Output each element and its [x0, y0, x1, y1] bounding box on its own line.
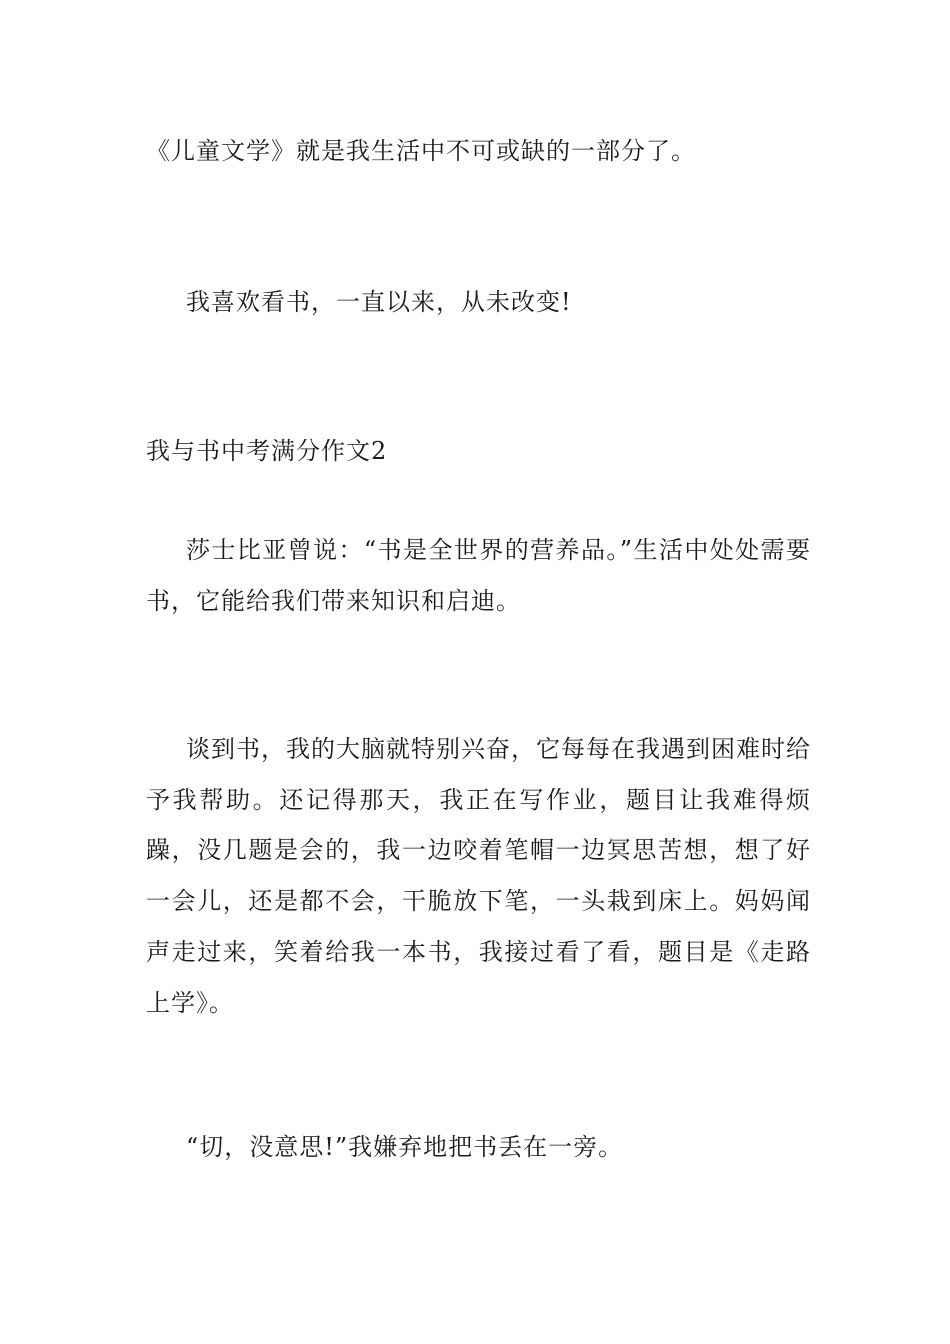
paragraph-3: “切，没意思!”我嫌弃地把书丢在一旁。: [186, 1133, 624, 1161]
paragraph-2: 谈到书，我的大脑就特别兴奋，它每每在我遇到困难时给予我帮助。还记得那天，我正在写作业，题目让我难得烦躁，没几题是会的，我一边咬着笔帽一边冥思苦想，想了好一会儿，还是都不会，干脆放下笔，一头栽到床上。妈妈闻声走过来，笑着给我一本书，我接过看了看，题目是《走路上学》。: [146, 735, 811, 1017]
text-line-1: 《儿童文学》就是我生活中不可或缺的一部分了。: [146, 137, 696, 165]
paragraph-1: 莎士比亚曾说：“书是全世界的营养品。”生活中处处需要书，它能给我们带来知识和启迪。: [146, 536, 811, 615]
section-heading: 我与书中考满分作文2: [146, 437, 388, 465]
text-line-2: 我喜欢看书，一直以来，从未改变!: [186, 288, 572, 316]
